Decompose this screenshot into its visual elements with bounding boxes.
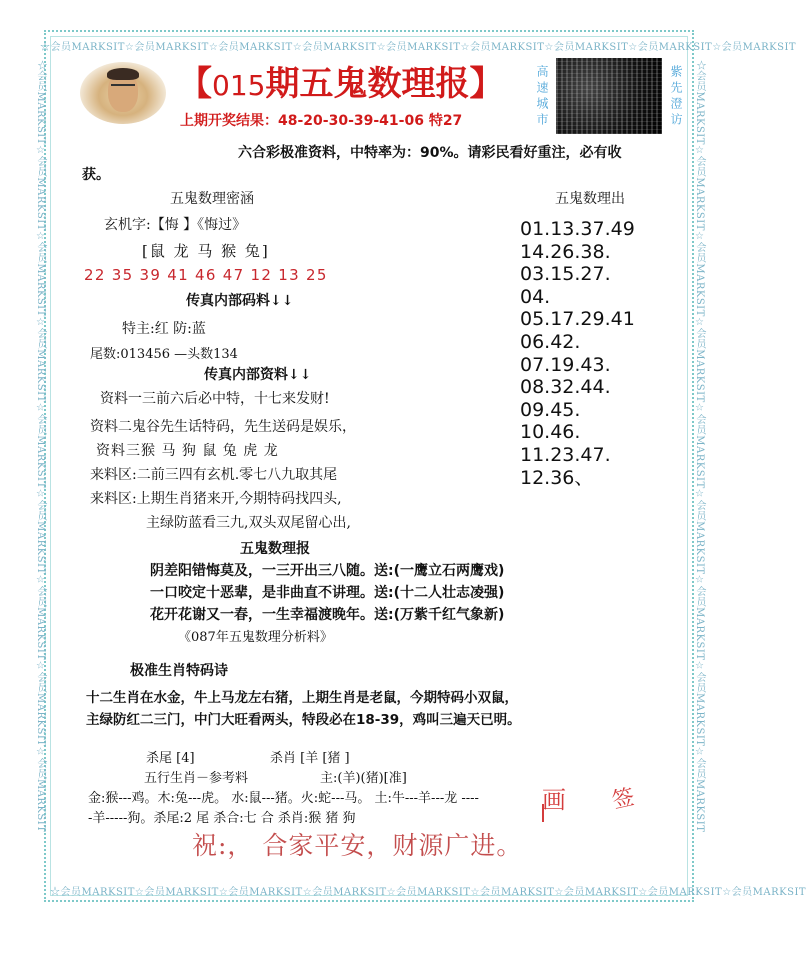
wuxing-row-2: -羊-----狗。杀尾:2 尾 杀合:七 合 杀肖:猴 猪 狗 bbox=[88, 811, 356, 826]
zodiac-poem-heading: 极准生肖特码诗 bbox=[130, 663, 228, 679]
intro-line-1: 六合彩极准资料，中特率为：90%。请彩民看好重注，必有收 bbox=[238, 145, 622, 161]
sha-xiao: 杀肖 [羊 [猪 ] bbox=[270, 751, 350, 766]
zodiac-line: [鼠 龙 马 猴 兔] bbox=[142, 242, 270, 260]
number-row: 03.15.27. bbox=[520, 263, 611, 286]
number-row: 08.32.44. bbox=[520, 376, 611, 399]
number-row: 10.46. bbox=[520, 421, 581, 444]
qr-code-image bbox=[556, 58, 662, 134]
left-heading: 五鬼数理密涵 bbox=[170, 191, 254, 207]
red-handwritten-mark bbox=[542, 780, 712, 824]
data-line-2: 资料二鬼谷先生话特码，先生送码是娱乐， bbox=[90, 419, 356, 435]
watermark-bottom: ☆会员MARKSIT☆会员MARKSIT☆会员MARKSIT☆会员MARKSIT☆会员MARKSIT☆会员MARKSIT☆会员MARKSIT☆会员MARKSIT☆会员MARKSIT bbox=[50, 887, 806, 898]
author-portrait bbox=[80, 62, 166, 124]
number-row: 01.13.37.49 bbox=[520, 218, 635, 240]
number-row: 11.23.47. bbox=[520, 443, 611, 466]
right-heading: 五鬼数理出 bbox=[555, 191, 625, 207]
sha-wei: 杀尾 [4] bbox=[146, 751, 195, 766]
number-row: 04. bbox=[520, 285, 551, 308]
number-row: 07.19.43. bbox=[520, 353, 611, 376]
greeting-line: 祝:， 合家平安，财源广进。 bbox=[192, 831, 523, 860]
number-row: 12.36、 bbox=[520, 466, 594, 489]
portrait-hair bbox=[107, 68, 139, 80]
watermark-top: ☆会员MARKSIT☆会员MARKSIT☆会员MARKSIT☆会员MARKSIT☆会员MARKSIT☆会员MARKSIT☆会员MARKSIT☆会员MARKSIT☆会员MARKSIT bbox=[40, 42, 797, 53]
number-row: 06.42. bbox=[520, 330, 581, 353]
number-column bbox=[520, 218, 635, 489]
red-mark-stroke bbox=[542, 804, 550, 822]
data-line-3: 资料三猴 马 狗 鼠 兔 虎 龙 bbox=[96, 443, 279, 459]
wuxing-row-1: 金:猴---鸡。木:兔---虎。 水:鼠---猪。火:蛇---马。 土:牛---羊---龙 ---- bbox=[88, 791, 479, 806]
poem-heading: 五鬼数理报 bbox=[240, 541, 310, 557]
page-title: 【015期五鬼数理报】 bbox=[178, 64, 504, 104]
number-row: 05.17.29.41 bbox=[520, 308, 635, 331]
red-mark-char-2: 签 bbox=[610, 784, 637, 814]
watermark-right: ☆会员MARKSIT☆会员MARKSIT☆会员MARKSIT☆会员MARKSIT☆会员MARKSIT☆会员MARKSIT☆会员MARKSIT☆会员MARKSIT☆会员MARKSIT bbox=[694, 60, 705, 833]
qr-stamp bbox=[532, 58, 690, 136]
zhu-line: 主:(羊)(猪)[准] bbox=[320, 771, 407, 786]
te-zhu-line: 特主:红 防:蓝 bbox=[122, 321, 206, 337]
number-list: 22 35 39 41 46 47 12 13 25 bbox=[84, 266, 328, 284]
poem-line-2: 一口咬定十恶辈，是非曲直不讲理。送:(十二人壮志凌强) bbox=[150, 585, 505, 601]
stamp-left-text: 高速城市 bbox=[535, 65, 549, 129]
intro-line-2: 获。 bbox=[82, 167, 110, 183]
fax-heading-1: 传真内部码料↓↓ bbox=[186, 293, 294, 309]
source-line-1: 来料区:二前三四有玄机.零七八九取其尾 bbox=[90, 467, 338, 483]
poem-caption: 《087年五鬼数理分析料》 bbox=[178, 630, 333, 645]
stamp-right-text: 紫先澄访 bbox=[669, 65, 683, 129]
source-line-3: 主绿防蓝看三九,双头双尾留心出, bbox=[146, 515, 351, 531]
number-row: 14.26.38. bbox=[520, 240, 611, 263]
xuanji-line: 玄机字:【悔 】《悔过》 bbox=[104, 217, 247, 233]
source-line-2: 来料区:上期生肖猪来开,今期特码找四头, bbox=[90, 491, 342, 507]
issue-number: 015 bbox=[212, 69, 266, 102]
number-row: 09.45. bbox=[520, 398, 581, 421]
watermark-left: ☆会员MARKSIT☆会员MARKSIT☆会员MARKSIT☆会员MARKSIT☆会员MARKSIT☆会员MARKSIT☆会员MARKSIT☆会员MARKSIT☆会员MARKSIT bbox=[35, 60, 46, 833]
poem-line-1: 阴差阳错悔莫及，一三开出三八随。送:(一鹰立石两鹰戏) bbox=[150, 563, 505, 579]
portrait-glasses bbox=[111, 84, 135, 92]
zodiac-poem-line-2: 主绿防红二三门，中门大旺看两头，特段必在18-39，鸡叫三遍天已明。 bbox=[86, 712, 521, 728]
poem-line-3: 花开花谢又一春，一生幸福渡晚年。送:(万紫千红气象新) bbox=[150, 607, 505, 623]
red-mark-char-1: 画 bbox=[542, 786, 566, 814]
data-line-1: 资料一三前六后必中特，十七来发财! bbox=[100, 391, 330, 407]
zodiac-poem-line-1: 十二生肖在水金，牛上马龙左右猪，上期生肖是老鼠，今期特码小双鼠， bbox=[86, 690, 518, 706]
wuxing-caption: 五行生肖－参考料 bbox=[144, 771, 249, 786]
fax-heading-2: 传真内部资料↓↓ bbox=[204, 367, 312, 383]
last-result: 上期开奖结果：48-20-30-39-41-06 特27 bbox=[180, 113, 463, 129]
weishu-line: 尾数:013456 —头数134 bbox=[90, 347, 238, 362]
